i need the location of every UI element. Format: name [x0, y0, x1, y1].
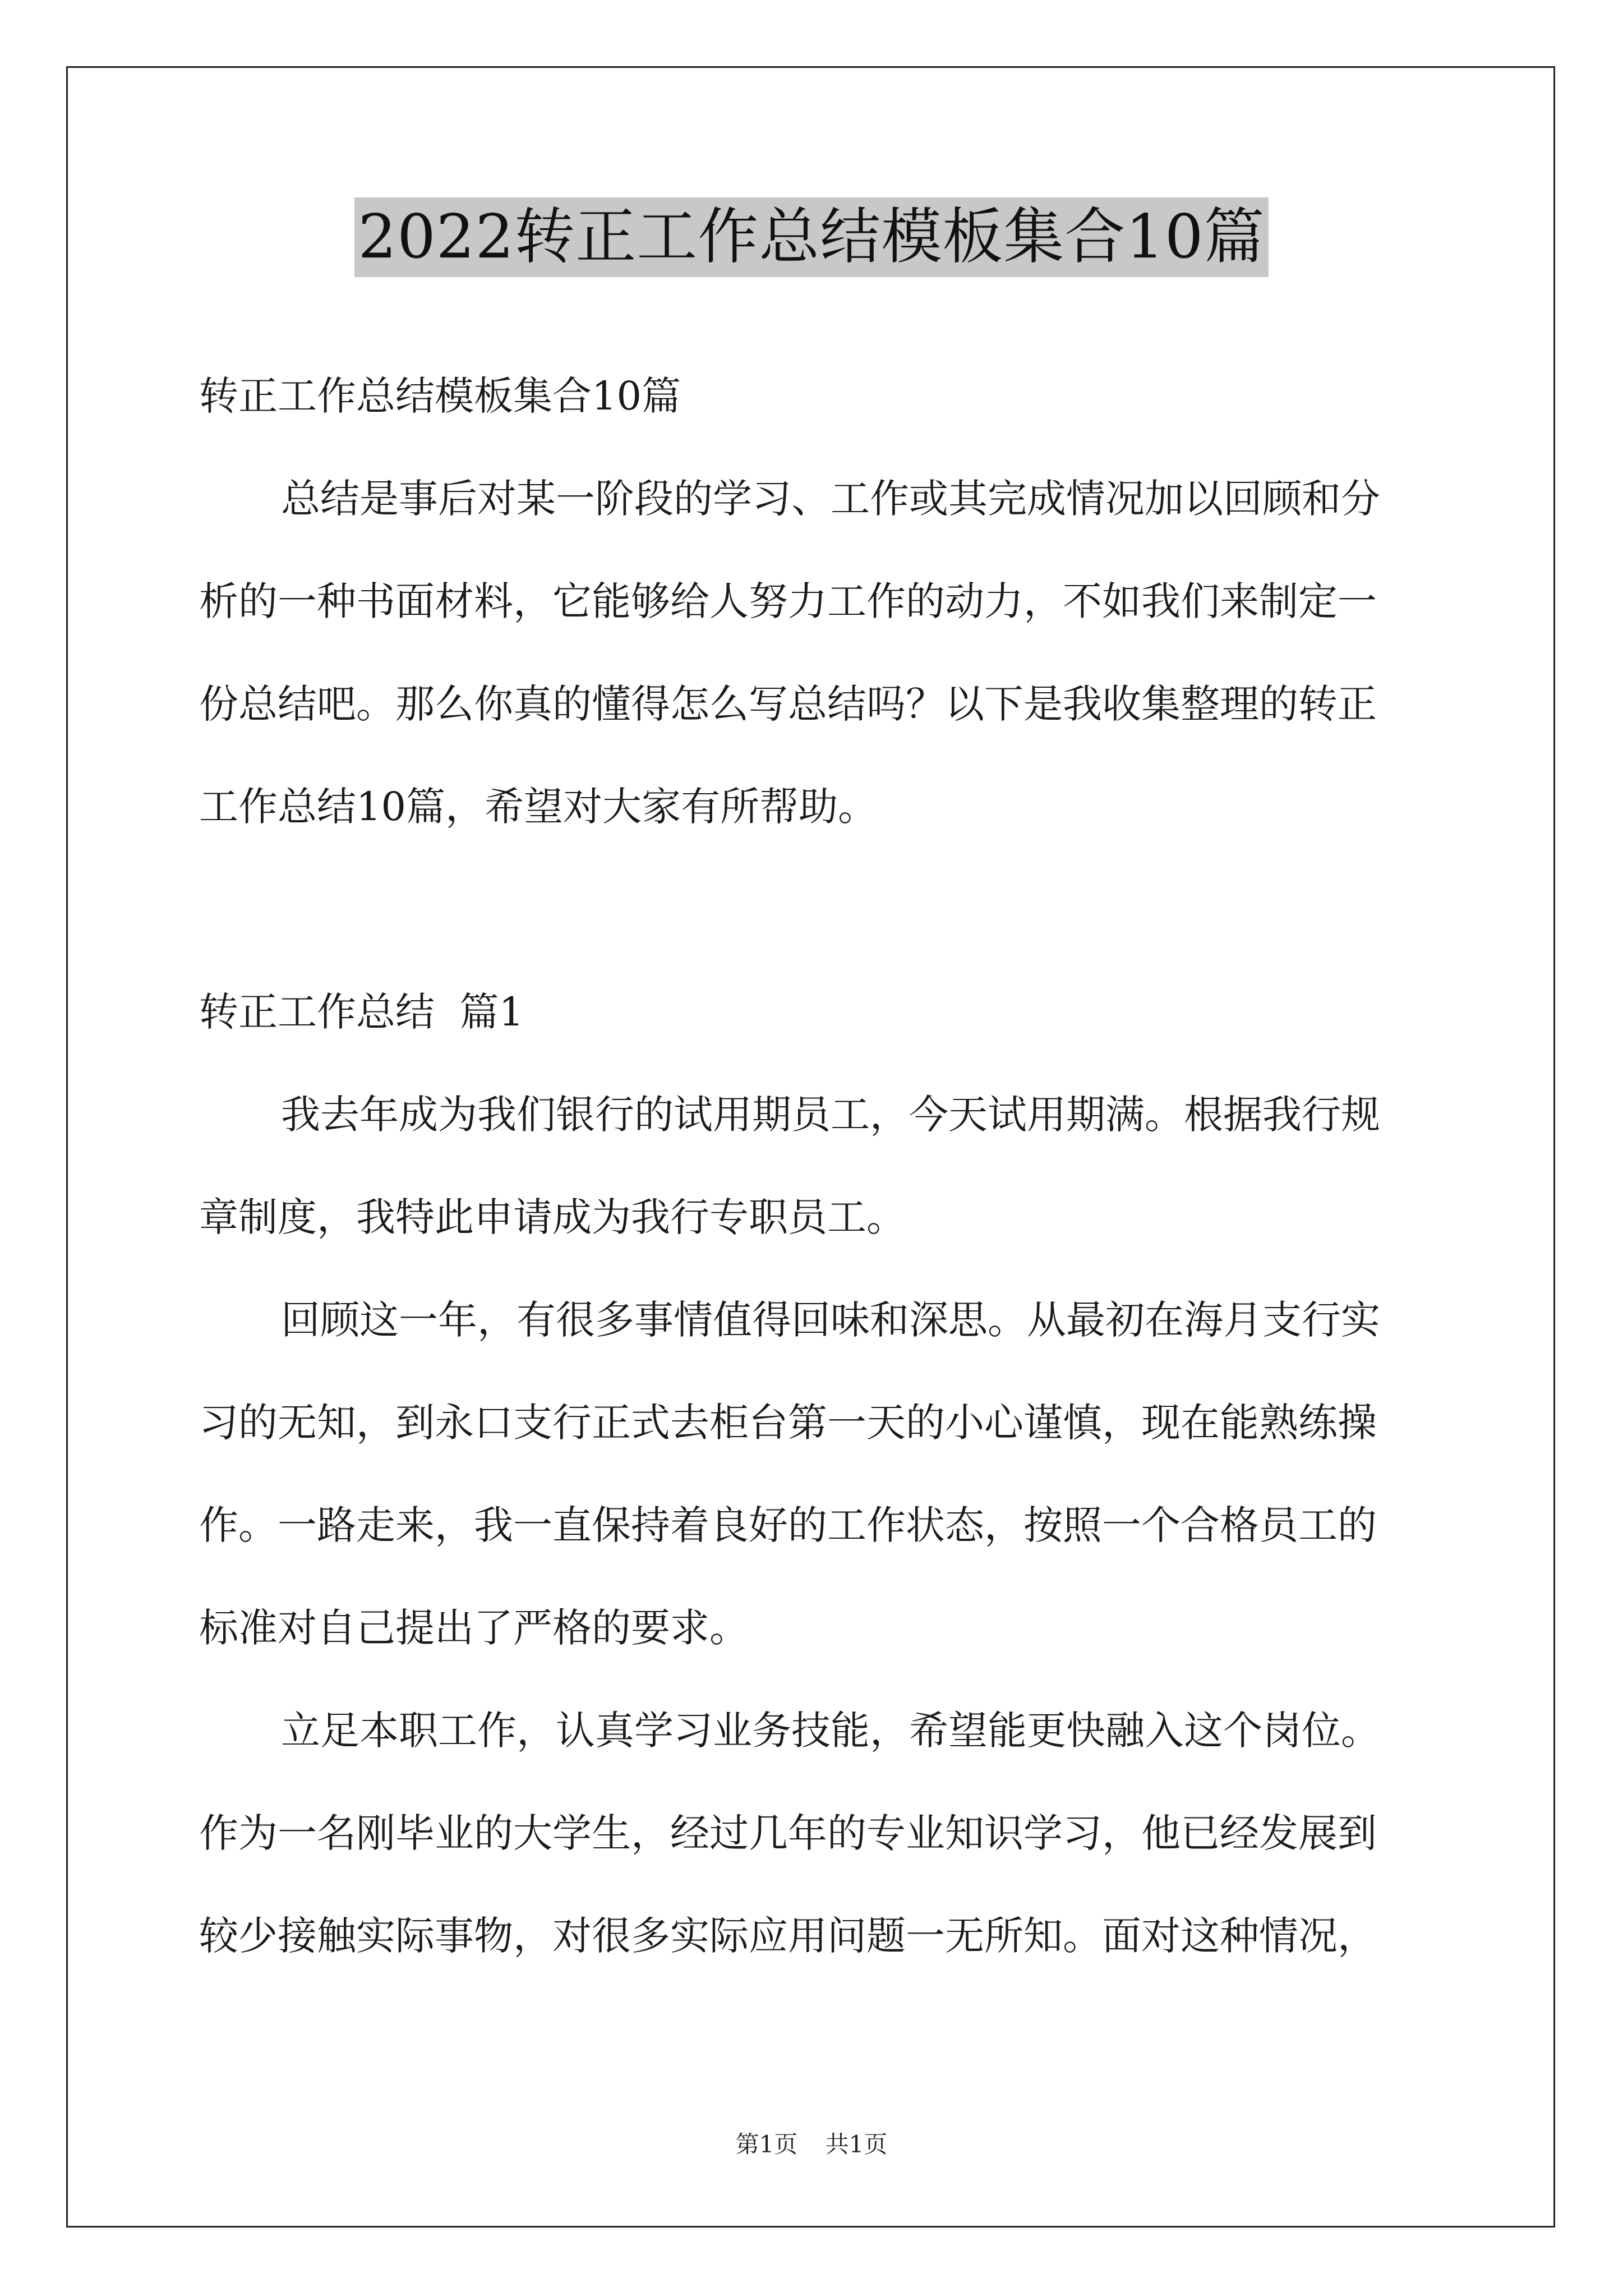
intro-line: 析的一种书面材料，它能够给人努力工作的动力，不如我们来制定一 — [199, 578, 1377, 624]
document-body — [199, 345, 1430, 1987]
intro-line: 份总结吧。那么你真的懂得怎么写总结吗？以下是我收集整理的转正 — [199, 681, 1377, 727]
title-container — [0, 197, 1623, 277]
intro-line: 总结是事后对某一阶段的学习、工作或其完成情况加以回顾和分 — [281, 476, 1380, 522]
paragraph-line: 立足本职工作，认真学习业务技能，希望能更快融入这个岗位。 — [281, 1708, 1380, 1754]
section-heading: 转正工作总结 篇1 — [199, 989, 524, 1035]
paragraph-line: 较少接触实际事物，对很多实际应用问题一无所知。面对这种情况， — [199, 1913, 1377, 1959]
paragraph-line: 作为一名刚毕业的大学生，经过几年的专业知识学习，他已经发展到 — [199, 1810, 1377, 1856]
intro-line: 工作总结10篇，希望对大家有所帮助。 — [199, 784, 878, 830]
page-footer — [0, 2126, 1623, 2160]
blank-line — [199, 858, 1430, 961]
page-number-total: 共1页 — [825, 2131, 888, 2158]
paragraph-line: 章制度，我特此申请成为我行专职员工。 — [199, 1194, 906, 1240]
paragraph-line: 作。一路走来，我一直保持着良好的工作状态，按照一个合格员工的 — [199, 1502, 1377, 1548]
document-title: 2022转正工作总结模板集合10篇 — [354, 197, 1268, 277]
page-number-current: 第1页 — [735, 2131, 798, 2158]
paragraph-line: 回顾这一年，有很多事情值得回味和深思。从最初在海月支行实 — [281, 1297, 1380, 1343]
paragraph-line: 习的无知，到永口支行正式去柜台第一天的小心谨慎，现在能熟练操 — [199, 1400, 1377, 1446]
paragraph-line: 标准对自己提出了严格的要求。 — [199, 1605, 749, 1651]
document-subtitle: 转正工作总结模板集合10篇 — [199, 373, 681, 419]
paragraph-line: 我去年成为我们银行的试用期员工，今天试用期满。根据我行规 — [281, 1092, 1380, 1138]
